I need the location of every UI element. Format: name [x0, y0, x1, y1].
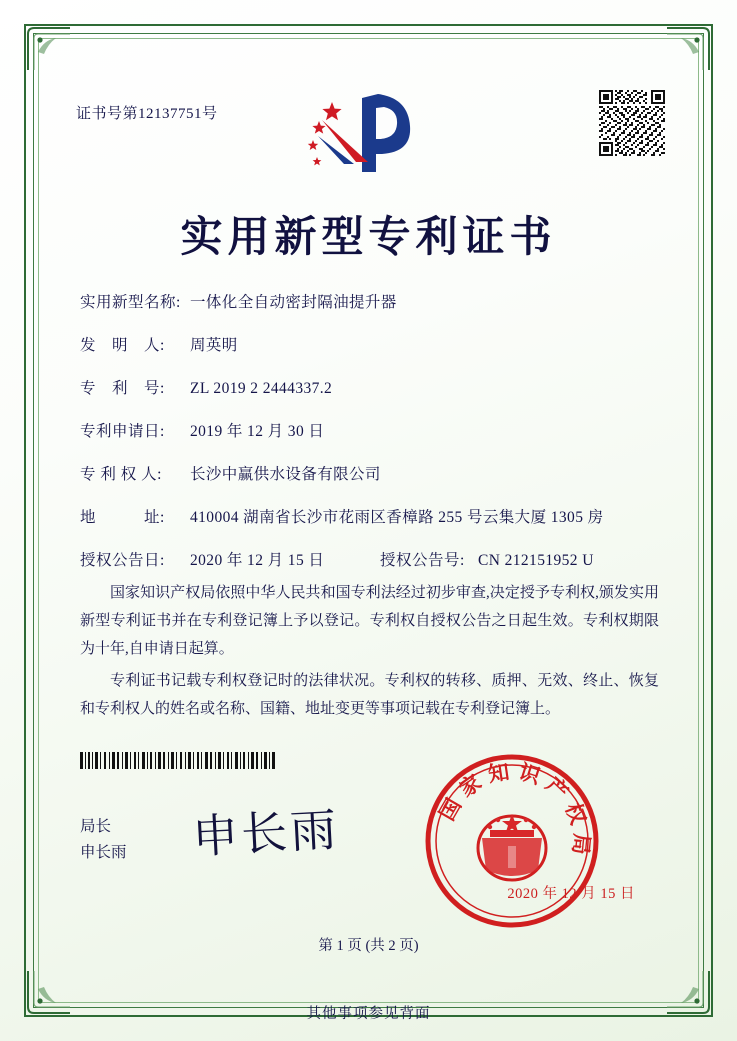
- field-row: [80, 505, 665, 527]
- field-label: 授权公告号:: [380, 552, 465, 569]
- signatory-block: [80, 814, 127, 866]
- field-label: 专利申请日:: [80, 423, 165, 440]
- qr-code: [599, 90, 665, 156]
- field-list: [80, 290, 665, 591]
- field-label: 地 址:: [80, 509, 165, 526]
- paragraph: 专利证书记载专利权登记时的法律状况。专利权的转移、质押、无效、终止、恢复和专利权人的姓名或名称、国籍、地址变更等事项记载在专利登记簿上。: [80, 673, 659, 717]
- legal-text: [80, 579, 659, 727]
- field-label: 专 利 号:: [80, 380, 165, 397]
- field-label: 实用新型名称:: [80, 294, 181, 311]
- field-value: CN 212151952 U: [478, 552, 594, 569]
- field-row: [80, 419, 665, 441]
- field-value: 410004 湖南省长沙市花雨区香樟路 255 号云集大厦 1305 房: [190, 509, 604, 526]
- field-value: 周英明: [190, 337, 238, 354]
- signatory-role: 局长: [80, 818, 112, 835]
- paragraph: 国家知识产权局依照中华人民共和国专利法经过初步审查,决定授予专利权,颁发实用新型专利证书并在专利登记簿上予以登记。专利权自授权公告之日起生效。专利权期限为十年,自申请日起算。: [80, 585, 659, 657]
- barcode: [80, 752, 276, 769]
- certificate-number: 证书号第12137751号: [76, 106, 218, 122]
- field-label: 专 利 权 人:: [80, 466, 162, 483]
- handwritten-signature: 申长雨: [190, 804, 341, 863]
- cnipa-logo-icon: [304, 90, 434, 176]
- field-label: 发 明 人:: [80, 337, 165, 354]
- footer-note: 其他事项参见背面: [306, 1006, 431, 1022]
- field-label: 授权公告日:: [80, 552, 165, 569]
- field-row: [80, 462, 665, 484]
- field-row: [80, 376, 665, 398]
- official-seal: [423, 752, 601, 930]
- seal-date: 2020 年 12 月 15 日: [507, 886, 635, 902]
- field-row-dual: [80, 548, 665, 570]
- field-row: [80, 333, 665, 355]
- seal-arc-text: 国家知识产权局: [434, 758, 594, 863]
- field-value: 2020 年 12 月 15 日: [190, 552, 325, 569]
- signatory-name: 申长雨: [80, 844, 127, 861]
- field-value: 长沙中赢供水设备有限公司: [190, 466, 381, 483]
- page-number: 第 1 页 (共 2 页): [318, 938, 419, 954]
- field-value: 一体化全自动密封隔油提升器: [190, 294, 397, 311]
- certificate-content: [62, 62, 675, 979]
- field-value: 2019 年 12 月 30 日: [190, 423, 325, 440]
- field-row: [80, 290, 665, 312]
- field-value: ZL 2019 2 2444337.2: [190, 380, 333, 397]
- page-title: 实用新型专利证书: [180, 215, 557, 261]
